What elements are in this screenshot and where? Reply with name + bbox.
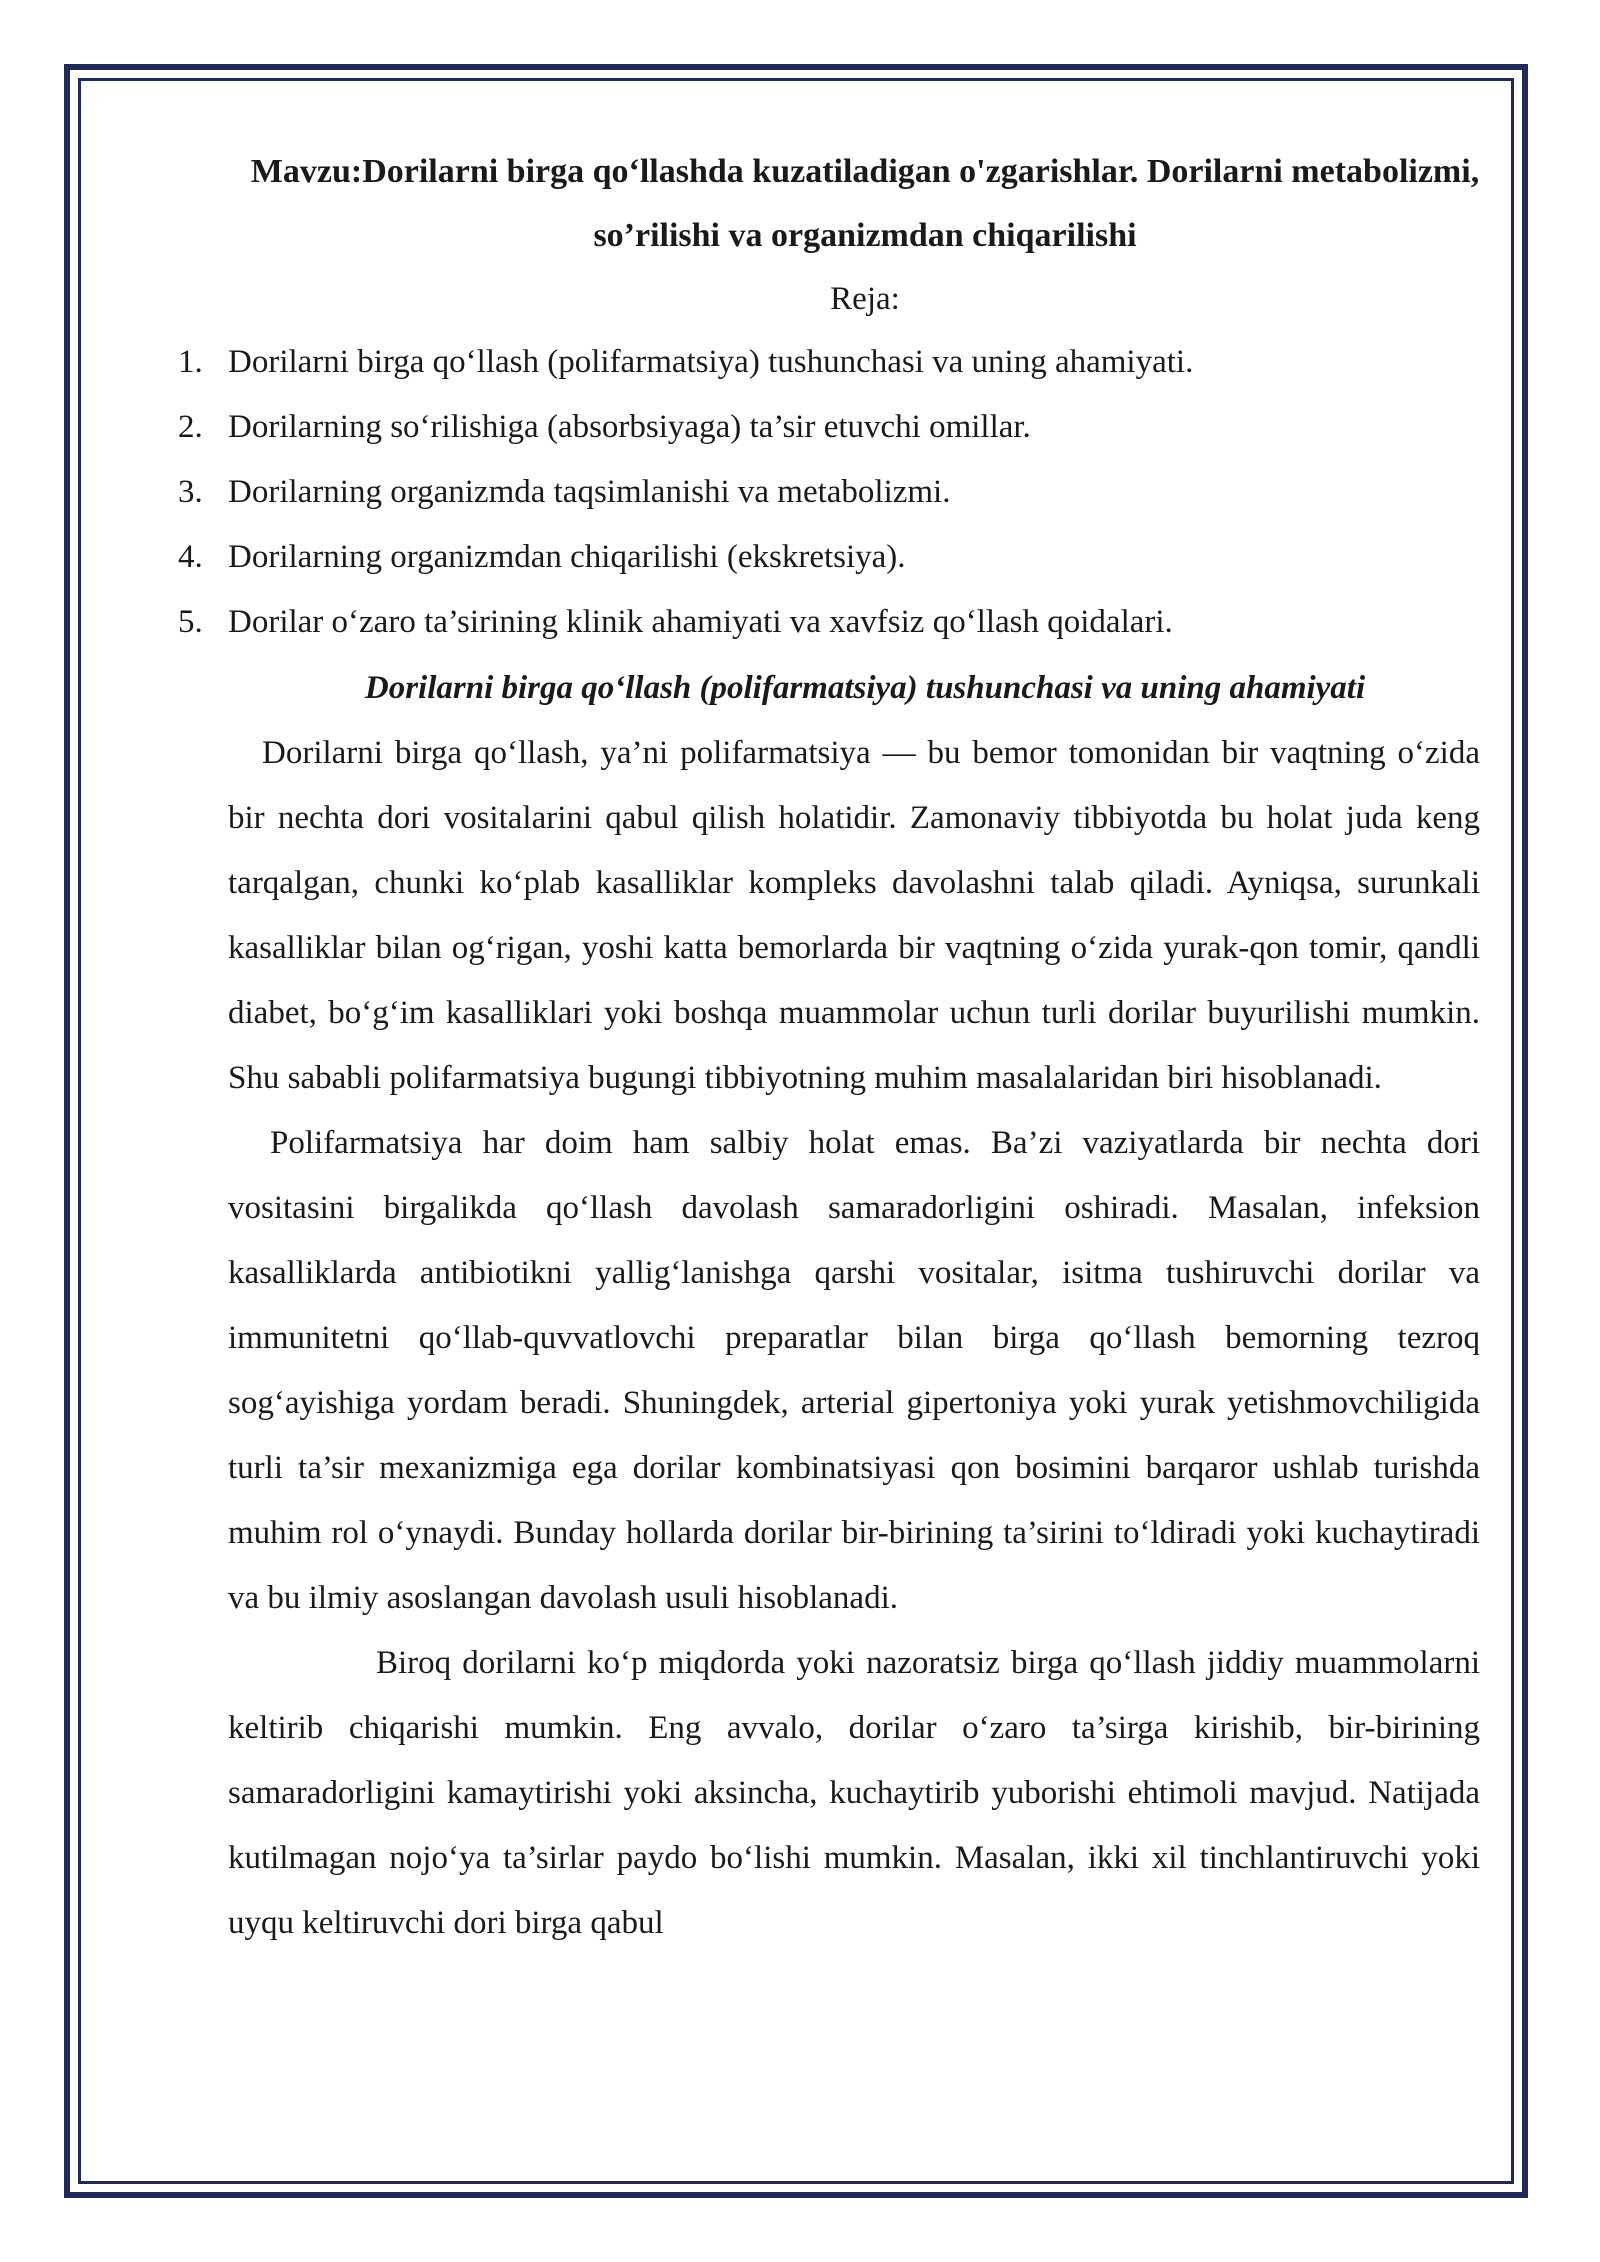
plan-item [160,460,1480,525]
plan-item-text: Dorilarni birga qo‘llash (polifarmatsiya) tushunchasi va uning ahamiyati. [228,344,1194,380]
body-paragraph: Dorilarni birga qo‘llash, ya’ni polifarmatsiya — bu bemor tomonidan bir vaqtning o‘zida bir nechta dori vositalarini qabul qilish holatidir. Zamonaviy tibbiyotda bu holat juda keng tarqalgan, chunki ko‘plab kasalliklar kompleks davolashni talab qiladi. Ayniqsa, surunkali kasalliklar bilan og‘rigan, yoshi katta bemorlarda bir vaqtning o‘zida yurak-qon tomir, qandli diabet, bo‘g‘im kasalliklari yoki boshqa muammolar uchun turli dorilar buyurilishi mumkin. Shu sababli polifarmatsiya bugungi tibbiyotning muhim masalalaridan biri hisoblanadi. [228,735,1480,1096]
plan-item [160,395,1480,460]
plan-label: Reja: [830,281,900,317]
plan-list [160,330,1480,655]
body-paragraph: Biroq dorilarni ko‘p miqdorda yoki nazoratsiz birga qo‘llash jiddiy muammolarni keltirib chiqarishi mumkin. Eng avvalo, dorilar o‘zaro ta’sirga kirishib, bir-birining samaradorligini kamaytirishi yoki aksincha, kuchaytirib yuborishi ehtimoli mavjud. Natijada kutilmagan nojo‘ya ta’sirlar paydo bo‘lishi mumkin. Masalan, ikki xil tinchlantiruvchi yoki uyqu keltiruvchi dori birga qabul [228,1645,1480,1941]
plan-item-text: Dorilarning so‘rilishiga (absorbsiyaga) ta’sir etuvchi omillar. [228,409,1031,445]
plan-item-number: 4. [178,539,203,575]
plan-item [160,330,1480,395]
document-page [160,140,1480,1956]
plan-item-text: Dorilar o‘zaro ta’sirining klinik ahamiyati va xavfsiz qo‘llash qoidalari. [228,604,1173,640]
plan-item-number: 1. [178,344,203,380]
plan-item-number: 2. [178,409,203,445]
plan-item-text: Dorilarning organizmdan chiqarilishi (ekskretsiya). [228,539,906,575]
plan-item-text: Dorilarning organizmda taqsimlanishi va metabolizmi. [228,474,951,510]
plan-item [160,525,1480,590]
document-title: Mavzu:Dorilarni birga qo‘llashda kuzatiladigan o'zgarishlar. Dorilarni metabolizmi, so’rilishi va organizmdan chiqarilishi [250,153,1480,254]
plan-item [160,590,1480,655]
body-paragraph: Polifarmatsiya har doim ham salbiy holat emas. Ba’zi vaziyatlarda bir nechta dori vositasini birgalikda qo‘llash davolash samaradorligini oshiradi. Masalan, infeksion kasalliklarda antibiotikni yallig‘lanishga qarshi vositalar, isitma tushiruvchi dorilar va immunitetni qo‘llab-quvvatlovchi preparatlar bilan birga qo‘llash bemorning tezroq sog‘ayishiga yordam beradi. Shuningdek, arterial gipertoniya yoki yurak yetishmovchiligida turli ta’sir mexanizmiga ega dorilar kombinatsiyasi qon bosimini barqaror ushlab turishda muhim rol o‘ynaydi. Bunday hollarda dorilar bir-birining ta’sirini to‘ldiradi yoki kuchaytiradi va bu ilmiy asoslangan davolash usuli hisoblanadi. [228,1125,1480,1616]
section-heading: Dorilarni birga qo‘llash (polifarmatsiya) tushunchasi va uning ahamiyati [364,670,1366,706]
plan-item-number: 5. [178,604,203,640]
plan-item-number: 3. [178,474,203,510]
